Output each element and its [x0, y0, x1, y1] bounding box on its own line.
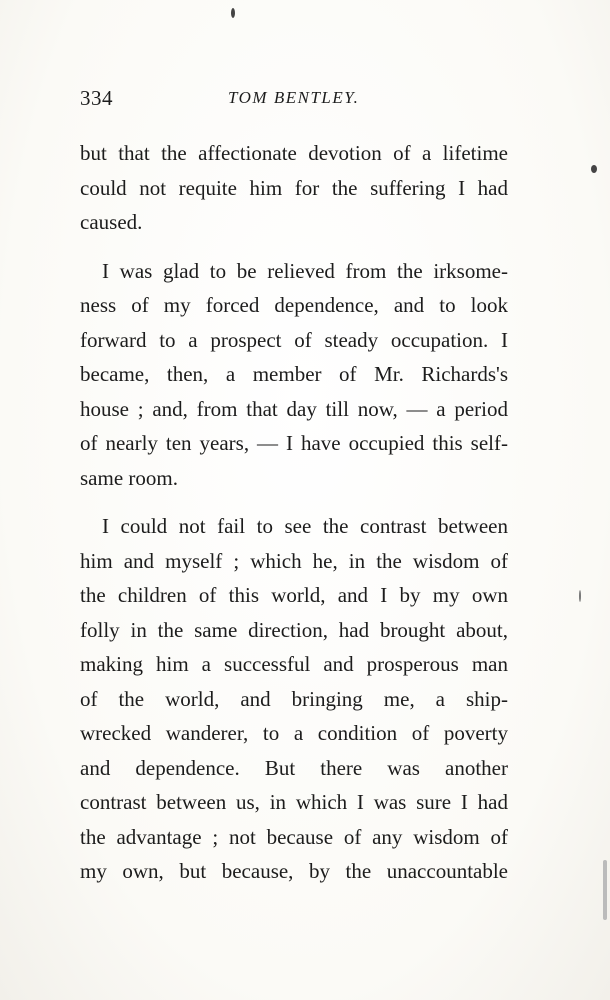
text-line: forward to a prospect of steady occupation. I	[80, 327, 508, 352]
paragraph-1	[80, 136, 508, 240]
text-line: I could not fail to see the contrast between	[102, 514, 508, 538]
text-line: wrecked wanderer, to a condition of poverty	[80, 721, 508, 745]
text-line: folly in the same direction, had brought about,	[80, 617, 508, 642]
ink-speck	[603, 860, 607, 920]
text-line: and dependence. But there was another	[80, 755, 508, 780]
text-line: could not requite him for the suffering I had	[80, 175, 508, 200]
running-title: TOM BENTLEY.	[228, 88, 360, 107]
text-line: the children of this world, and I by my own	[80, 583, 508, 607]
text-line: him and myself ; which he, in the wisdom of	[80, 548, 508, 573]
text-line: making him a successful and prosperous man	[80, 652, 508, 676]
ink-speck	[591, 165, 597, 173]
body-text	[80, 136, 508, 903]
text-line: became, then, a member of Mr. Richards's	[80, 362, 508, 386]
text-line: ness of my forced dependence, and to look	[80, 293, 508, 317]
page-number: 334	[80, 86, 113, 110]
text-line: but that the affectionate devotion of a lifetime	[80, 141, 508, 165]
paragraph-2	[80, 254, 508, 496]
text-line: of nearly ten years, — I have occupied this self-	[80, 431, 508, 455]
text-line: I was glad to be relieved from the irksome-	[102, 258, 508, 283]
text-line: the advantage ; not because of any wisdom of	[80, 824, 508, 849]
page-header	[80, 86, 510, 114]
text-line: contrast between us, in which I was sure I had	[80, 790, 508, 814]
text-line: caused.	[80, 210, 143, 234]
paragraph-3	[80, 509, 508, 889]
text-line: of the world, and bringing me, a ship-	[80, 686, 508, 711]
ink-speck	[231, 8, 235, 18]
text-line: my own, but because, by the unaccountable	[80, 859, 508, 883]
ink-speck	[579, 590, 581, 602]
text-line: same room.	[80, 465, 178, 490]
text-line: house ; and, from that day till now, — a period	[80, 396, 508, 421]
